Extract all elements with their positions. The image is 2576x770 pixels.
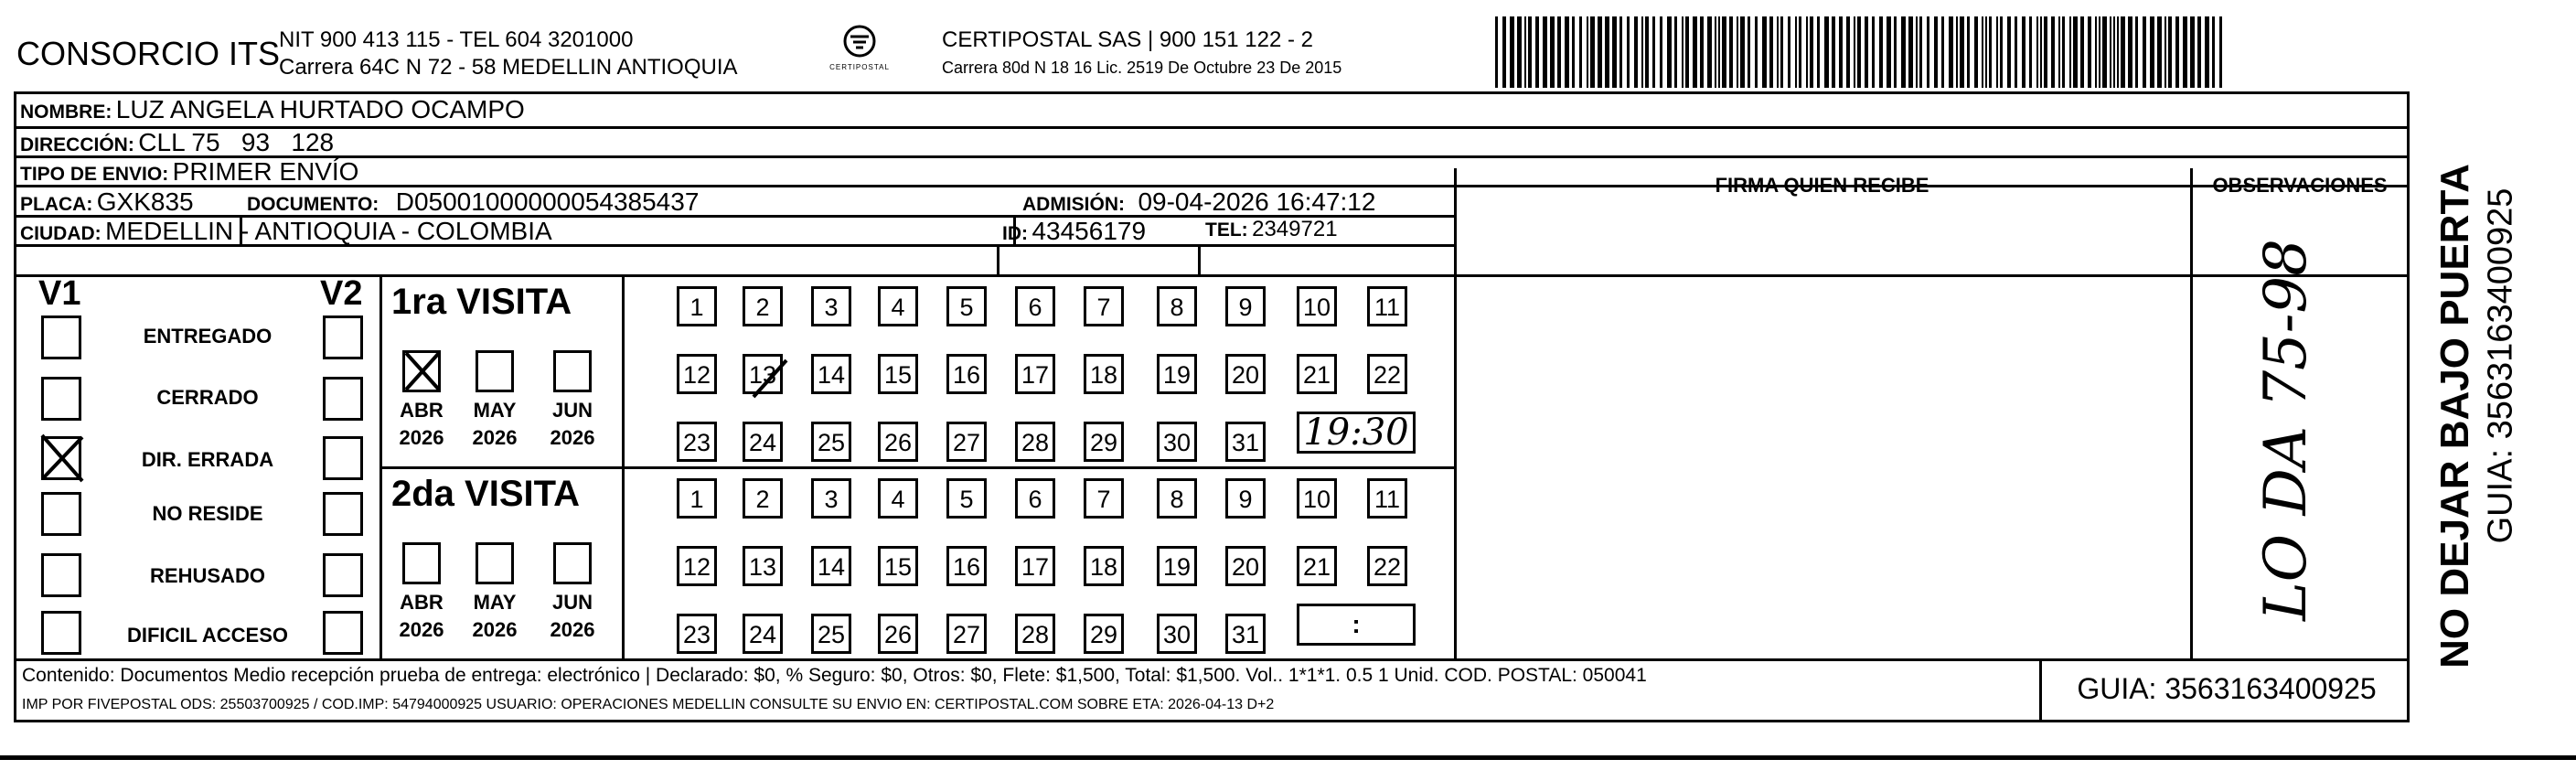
visit1-day-17[interactable]: 17 (1015, 354, 1055, 394)
bottom-rule (0, 755, 2576, 760)
barcode-bar (2135, 16, 2138, 88)
visit2-day-29[interactable]: 29 (1084, 614, 1124, 654)
city-label: CIUDAD: (20, 223, 102, 244)
barcode-bar (1832, 16, 1835, 88)
barcode-bar (1839, 16, 1843, 88)
document-value: D05001000000054385437 (395, 187, 700, 216)
city-value: MEDELLIN - ANTIOQUIA - COLOMBIA (105, 217, 552, 245)
visit2-day-6[interactable]: 6 (1015, 478, 1055, 519)
certipostal-logo-icon (818, 24, 901, 79)
barcode-bar (1590, 16, 1595, 88)
barcode-bar (1934, 16, 1938, 88)
barcode-bar (1740, 16, 1745, 88)
visit2-day-16[interactable]: 16 (946, 546, 987, 586)
visit1-year-abr: 2026 (399, 426, 444, 449)
barcode-bar (2102, 16, 2107, 88)
barcode-bar (2022, 16, 2026, 88)
type-label: TIPO DE ENVIO: (20, 164, 169, 185)
visit2-year-jun: 2026 (550, 618, 595, 641)
visit1-day-30[interactable]: 30 (1157, 422, 1197, 462)
side-guia: GUIA: 3563163400925 (2481, 187, 2520, 544)
barcode-bar (2007, 16, 2011, 88)
barcode-bar (1755, 16, 1758, 88)
barcode-bar (1894, 16, 1897, 88)
barcode-bar (1901, 16, 1906, 88)
visit1-day-18[interactable]: 18 (1084, 354, 1124, 394)
visit2-day-5[interactable]: 5 (946, 478, 987, 519)
barcode-bar (1682, 16, 1683, 88)
barcode-bar (1788, 16, 1790, 88)
barcode-bar (1619, 16, 1622, 88)
barcode-bar (1982, 16, 1983, 88)
barcode-bar (1985, 16, 1987, 88)
barcode-bar (1579, 16, 1582, 88)
name-row (20, 95, 525, 124)
visit2-day-4[interactable]: 4 (878, 478, 918, 519)
barcode-bar (1887, 16, 1891, 88)
id-value: 43456179 (1031, 217, 1147, 245)
observations-header: OBSERVACIONES (2212, 174, 2388, 197)
visit2-day-30[interactable]: 30 (1157, 614, 1197, 654)
v2-checkbox-cerrado[interactable] (323, 377, 363, 421)
visit1-day-19[interactable]: 19 (1157, 354, 1197, 394)
name-value: LUZ ANGELA HURTADO OCAMPO (115, 95, 525, 123)
barcode-bar (2164, 16, 2166, 88)
barcode-bar (1956, 16, 1958, 88)
barcode-bar (2168, 16, 2172, 88)
barcode-bar (2040, 16, 2042, 88)
visit2-day-10[interactable]: 10 (1297, 478, 1337, 519)
barcode-bar (1960, 16, 1964, 88)
barcode-bar (1605, 16, 1609, 88)
barcode-bar (1846, 16, 1850, 88)
plate-value: GXK835 (96, 187, 194, 216)
barcode-bar (1510, 16, 1514, 88)
barcode-bar (1806, 16, 1808, 88)
barcode-bar (2073, 16, 2078, 88)
barcode-bar (1557, 16, 1561, 88)
visit1-day-8[interactable]: 8 (1157, 286, 1197, 326)
plate-label: PLACA: (20, 194, 93, 215)
visit1-day-16[interactable]: 16 (946, 354, 987, 394)
visit2-day-12[interactable]: 12 (677, 546, 717, 586)
visit2-year-may: 2026 (472, 618, 518, 641)
v1-checkbox-dificil-acceso[interactable] (41, 611, 81, 655)
visit1-month-jun-box[interactable] (553, 350, 592, 392)
visit2-day-31[interactable]: 31 (1225, 614, 1266, 654)
barcode-bar (2175, 16, 2179, 88)
barcode-bar (1634, 16, 1638, 88)
visit2-day-17[interactable]: 17 (1015, 546, 1055, 586)
visit2-day-24[interactable]: 24 (743, 614, 783, 654)
visit2-month-may: MAY (473, 591, 517, 614)
barcode-bar (2099, 16, 2100, 88)
barcode-bar (2121, 16, 2125, 88)
barcode-bar (1587, 16, 1588, 88)
v2-checkbox-entregado[interactable] (323, 315, 363, 359)
visit1-day-25[interactable]: 25 (811, 422, 851, 462)
document-label: DOCUMENTO: (247, 194, 379, 215)
footer-guia: GUIA: 3563163400925 (2077, 672, 2377, 705)
tel-row (1205, 217, 1338, 242)
visit2-day-2[interactable]: 2 (743, 478, 783, 519)
visit1-time: 19:30 (1303, 412, 1409, 454)
barcode-bar (2212, 16, 2215, 88)
barcode-bar (2044, 16, 2047, 88)
barcode-bar (1729, 16, 1733, 88)
barcode-bar (1799, 16, 1801, 88)
barcode-bar (2113, 16, 2115, 88)
v2-checkbox-dificil-acceso[interactable] (323, 611, 363, 655)
barcode-bar (1685, 16, 1689, 88)
visit2-time: : (1352, 610, 1361, 638)
visit1-month-abr: ABR (400, 399, 444, 422)
barcode-bar (1872, 16, 1875, 88)
barcode-bar (1598, 16, 1602, 88)
visit2-day-18[interactable]: 18 (1084, 546, 1124, 586)
v2-checkbox-rehusado[interactable] (323, 553, 363, 597)
barcode-bar (2197, 16, 2201, 88)
barcode-bar (1572, 16, 1575, 88)
barcode-bar (1989, 16, 1992, 88)
barcode-bar (2051, 16, 2055, 88)
v1-checkbox-no-reside[interactable] (41, 492, 81, 536)
barcode-bar (1967, 16, 1970, 88)
visit2-title: 2da VISITA (391, 474, 580, 514)
barcode-bar (2088, 16, 2091, 88)
document-row (247, 187, 699, 217)
barcode-bar (1974, 16, 1978, 88)
visit2-day-9[interactable]: 9 (1225, 478, 1266, 519)
barcode-bar (1824, 16, 1829, 88)
visit1-day-1[interactable]: 1 (677, 286, 717, 326)
visit2-day-13[interactable]: 13 (743, 546, 783, 586)
visit1-day-9[interactable]: 9 (1225, 286, 1266, 326)
barcode-bar (2117, 16, 2119, 88)
admission-value: 09-04-2026 16:47:12 (1138, 187, 1376, 216)
barcode-bar (2183, 16, 2187, 88)
v1-checkbox-entregado[interactable] (41, 315, 81, 359)
visit1-year-may: 2026 (472, 426, 518, 449)
barcode-bar (2062, 16, 2065, 88)
visit1-day-6[interactable]: 6 (1015, 286, 1055, 326)
barcode-bar (2157, 16, 2162, 88)
visit1-day-27[interactable]: 27 (946, 422, 987, 462)
visit2-day-22[interactable]: 22 (1367, 546, 1407, 586)
visit1-year-jun: 2026 (550, 426, 595, 449)
footer-content-line: Contenido: Documentos Medio recepción prueba de entrega: electrónico | Declarado: $0, % Seguro: $0, Otros: $0, Flete: $1,500, Total: $1,500. Vol.. 1*1*1. 0.5 1 Unid. COD. POSTAL: 050041 (22, 665, 1647, 686)
plate-row (20, 187, 194, 217)
visit1-day-10[interactable]: 10 (1297, 286, 1337, 326)
barcode-bar (2095, 16, 2097, 88)
visit1-day-13[interactable]: 13 (743, 354, 783, 394)
barcode-bar (2205, 16, 2209, 88)
barcode-bar (1916, 16, 1918, 88)
barcode-bar (1769, 16, 1773, 88)
courier-license: Carrera 80d N 18 16 Lic. 2519 De Octubre 23 De 2015 (942, 59, 1342, 77)
status-label-dificil-acceso: DIFICIL ACCESO (126, 624, 288, 647)
barcode-bar (1715, 16, 1716, 88)
barcode-bar (1612, 16, 1617, 88)
visit1-day-29[interactable]: 29 (1084, 422, 1124, 462)
barcode-bar (1941, 16, 1944, 88)
visit1-month-may-box[interactable] (476, 350, 514, 392)
barcode-bar (2069, 16, 2071, 88)
barcode-bar (1810, 16, 1813, 88)
barcode-bar (2015, 16, 2017, 88)
barcode-bar (1550, 16, 1555, 88)
barcode-bar (1641, 16, 1643, 88)
visit1-day-7[interactable]: 7 (1084, 286, 1124, 326)
status-label-rehusado: REHUSADO (150, 564, 265, 587)
tel-value: 2349721 (1252, 217, 1338, 241)
barcode-bar (1565, 16, 1569, 88)
visit1-day-2[interactable]: 2 (743, 286, 783, 326)
barcode-bar (1817, 16, 1820, 88)
company-address: Carrera 64C N 72 - 58 MEDELLIN ANTIOQUIA (279, 55, 738, 80)
barcode-bar (2143, 16, 2146, 88)
visit2-day-11[interactable]: 11 (1367, 478, 1407, 519)
visit2-time-box[interactable] (1297, 604, 1416, 646)
visit2-day-15[interactable]: 15 (878, 546, 918, 586)
barcode-bar (1652, 16, 1655, 88)
visit1-time-box[interactable] (1297, 412, 1416, 454)
visit1-day-12[interactable]: 12 (677, 354, 717, 394)
barcode-bar (1718, 16, 1720, 88)
type-value: PRIMER ENVÍO (172, 157, 359, 186)
barcode-bar (1502, 16, 1506, 88)
courier-name: CERTIPOSTAL SAS | 900 151 122 - 2 (942, 27, 1313, 52)
visit2-year-abr: 2026 (399, 618, 444, 641)
name-label: NOMBRE: (20, 102, 112, 123)
visit1-day-26[interactable]: 26 (878, 422, 918, 462)
barcode-bar (1737, 16, 1738, 88)
visit1-day-28[interactable]: 28 (1015, 422, 1055, 462)
visit2-day-1[interactable]: 1 (677, 478, 717, 519)
barcode-bar (1693, 16, 1697, 88)
barcode-bar (1857, 16, 1861, 88)
city-row (20, 217, 552, 246)
barcode-bar (2029, 16, 2032, 88)
handwritten-observation: LO DA 75-98 (2252, 239, 2320, 621)
visit2-day-8[interactable]: 8 (1157, 478, 1197, 519)
barcode-bar (1865, 16, 1868, 88)
barcode-bar (1535, 16, 1539, 88)
visit1-day-23[interactable]: 23 (677, 422, 717, 462)
v1-label: V1 (38, 274, 81, 313)
v2-checkbox-no-reside[interactable] (323, 492, 363, 536)
barcode-bar (1908, 16, 1913, 88)
visit2-day-27[interactable]: 27 (946, 614, 987, 654)
signature-header: FIRMA QUIEN RECIBE (1715, 174, 1929, 197)
barcode-bar (1543, 16, 1547, 88)
visit2-day-7[interactable]: 7 (1084, 478, 1124, 519)
visit1-month-abr-box[interactable] (402, 350, 441, 392)
visit2-day-25[interactable]: 25 (811, 614, 851, 654)
visit2-month-abr-box[interactable] (402, 542, 441, 584)
barcode-bar (1879, 16, 1883, 88)
barcode-bar (1660, 16, 1662, 88)
barcode-bar (1524, 16, 1526, 88)
visit1-day-5[interactable]: 5 (946, 286, 987, 326)
v2-checkbox-dir-errada[interactable] (323, 436, 363, 480)
barcode-bar (1667, 16, 1672, 88)
address-row (20, 128, 334, 157)
address-label: DIRECCIÓN: (20, 134, 134, 155)
barcode-bar (1707, 16, 1712, 88)
barcode-bar (1777, 16, 1779, 88)
visit1-day-20[interactable]: 20 (1225, 354, 1266, 394)
visit1-day-31[interactable]: 31 (1225, 422, 1266, 462)
barcode-bar (1748, 16, 1750, 88)
visit2-day-26[interactable]: 26 (878, 614, 918, 654)
visit2-month-may-box[interactable] (476, 542, 514, 584)
barcode-bar (1780, 16, 1783, 88)
visit2-month-jun-box[interactable] (553, 542, 592, 584)
v2-label: V2 (320, 274, 363, 313)
visit1-title: 1ra VISITA (391, 282, 572, 322)
company-name: CONSORCIO ITS (16, 35, 281, 72)
barcode-bar (1795, 16, 1797, 88)
company-nit: NIT 900 413 115 - TEL 604 3201000 (279, 27, 634, 52)
admission-row (1022, 187, 1375, 217)
visit2-day-19[interactable]: 19 (1157, 546, 1197, 586)
visit2-day-28[interactable]: 28 (1015, 614, 1055, 654)
barcode-bar (2150, 16, 2154, 88)
barcode-bar (1762, 16, 1767, 88)
barcode (1495, 16, 2225, 88)
barcode-bar (2000, 16, 2003, 88)
barcode-bar (1996, 16, 1998, 88)
barcode-bar (1517, 16, 1522, 88)
visit1-day-11[interactable]: 11 (1367, 286, 1407, 326)
visit2-day-14[interactable]: 14 (811, 546, 851, 586)
barcode-bar (2080, 16, 2084, 88)
visit1-day-21[interactable]: 21 (1297, 354, 1337, 394)
status-label-entregado: ENTREGADO (143, 325, 273, 348)
barcode-bar (1927, 16, 1929, 88)
type-row (20, 157, 358, 187)
signature-area[interactable] (1458, 203, 2189, 658)
barcode-bar (2190, 16, 2195, 88)
barcode-bar (1674, 16, 1677, 88)
barcode-bar (1919, 16, 1922, 88)
status-label-cerrado: CERRADO (156, 386, 259, 409)
v1-checkbox-dir-errada[interactable] (41, 436, 81, 480)
visit1-day-3[interactable]: 3 (811, 286, 851, 326)
visit1-day-15[interactable]: 15 (878, 354, 918, 394)
logo-text: CERTIPOSTAL (829, 63, 890, 71)
barcode-bar (1700, 16, 1704, 88)
visit2-month-jun: JUN (551, 591, 593, 614)
visit2-day-20[interactable]: 20 (1225, 546, 1266, 586)
barcode-bar (2128, 16, 2132, 88)
status-label-dir-errada: DIR. ERRADA (141, 448, 274, 471)
visit1-month-jun: JUN (551, 399, 593, 422)
barcode-bar (2219, 16, 2222, 88)
id-row (1002, 217, 1146, 246)
visit2-day-3[interactable]: 3 (811, 478, 851, 519)
v1-checkbox-cerrado[interactable] (41, 377, 81, 421)
barcode-bar (1645, 16, 1649, 88)
visit1-day-24[interactable]: 24 (743, 422, 783, 462)
visit1-day-14[interactable]: 14 (811, 354, 851, 394)
tel-label: TEL: (1205, 219, 1248, 241)
admission-label: ADMISIÓN: (1022, 194, 1125, 215)
address-value: CLL 75 93 128 (138, 128, 335, 156)
barcode-bar (1528, 16, 1532, 88)
status-label-no-reside: NO RESIDE (152, 502, 263, 525)
barcode-bar (1627, 16, 1630, 88)
barcode-bar (2110, 16, 2111, 88)
barcode-bar (1949, 16, 1953, 88)
visit2-month-abr: ABR (400, 591, 444, 614)
barcode-bar (2058, 16, 2060, 88)
barcode-bar (1722, 16, 1726, 88)
id-label: ID: (1002, 223, 1028, 244)
barcode-bar (2036, 16, 2038, 88)
visit2-day-21[interactable]: 21 (1297, 546, 1337, 586)
footer-print-line: IMP POR FIVEPOSTAL ODS: 25503700925 / COD.IMP: 54794000925 USUARIO: OPERACIONES MEDELLIN CONSULTE SU ENVIO EN: CERTIPOSTAL.COM SOBRE ETA: 2026-04-13 D+2 (22, 697, 1275, 712)
side-warning: NO DEJAR BAJO PUERTA (2432, 164, 2477, 668)
barcode-bar (1854, 16, 1855, 88)
visit1-day-4[interactable]: 4 (878, 286, 918, 326)
visit1-month-may: MAY (473, 399, 517, 422)
v1-checkbox-rehusado[interactable] (41, 553, 81, 597)
visit2-day-23[interactable]: 23 (677, 614, 717, 654)
barcode-bar (1495, 16, 1498, 88)
visit1-day-22[interactable]: 22 (1367, 354, 1407, 394)
